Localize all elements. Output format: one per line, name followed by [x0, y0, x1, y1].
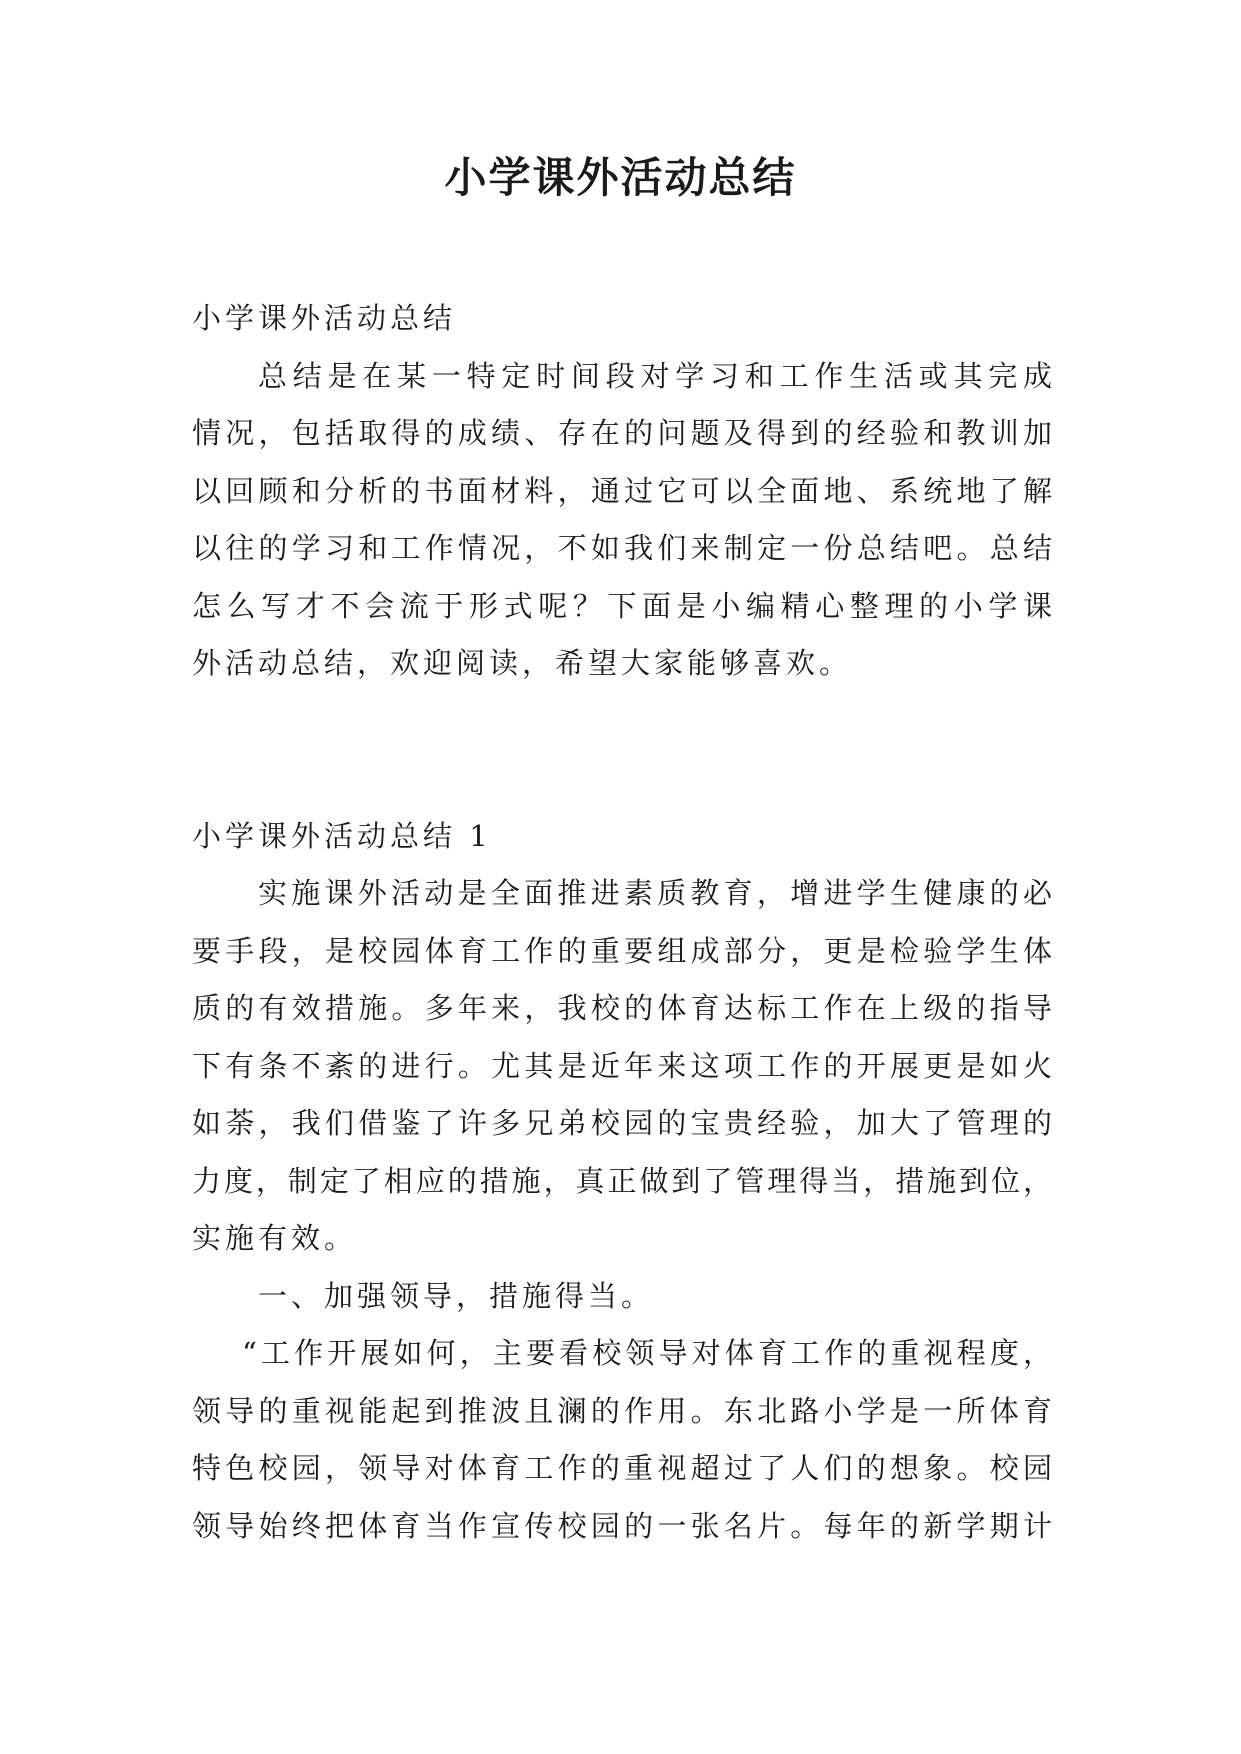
- intro-heading: 小学课外活动总结: [192, 301, 457, 335]
- paragraph-line: 情况，包括取得的成绩、存在的问题及得到的经验和教训加: [192, 416, 1052, 450]
- paragraph-line: 力度，制定了相应的措施，真正做到了管理得当，措施到位，: [192, 1163, 1052, 1198]
- paragraph-line: “工作开展如何，主要看校领导对体育工作的重视程度，: [242, 1336, 1052, 1370]
- paragraph-line: 实施课外活动是全面推进素质教育，增进学生健康的必: [258, 876, 1052, 910]
- paragraph-line: 以回顾和分析的书面材料，通过它可以全面地、系统地了解: [192, 473, 1052, 508]
- paragraph-line: 领导的重视能起到推波且澜的作用。东北路小学是一所体育: [192, 1393, 1052, 1428]
- intro-paragraph: [192, 348, 1052, 693]
- paragraph-line: 外活动总结，欢迎阅读，希望大家能够喜欢。: [192, 646, 853, 680]
- paragraph-line: 实施有效。: [192, 1221, 358, 1255]
- paragraph-line: 下有条不紊的进行。尤其是近年来这项工作的开展更是如火: [192, 1048, 1052, 1083]
- paragraph-line: 质的有效措施。多年来，我校的体育达标工作在上级的指导: [192, 991, 1052, 1025]
- paragraph-line: 特色校园，领导对体育工作的重视超过了人们的想象。校园: [192, 1451, 1052, 1485]
- paragraph-line: 领导始终把体育当作宣传校园的一张名片。每年的新学期计: [192, 1508, 1052, 1543]
- paragraph-line: 如荼，我们借鉴了许多兄弟校园的宝贵经验，加大了管理的: [192, 1106, 1052, 1140]
- section-heading: 小学课外活动总结 1: [192, 818, 492, 853]
- section1-paragraph: [192, 865, 1052, 1268]
- paragraph-line: 怎么写才不会流于形式呢？下面是小编精心整理的小学课: [192, 588, 1052, 623]
- point1-paragraph: [192, 1325, 1052, 1555]
- document-title: 小学课外活动总结: [444, 153, 797, 202]
- paragraph-line: 要手段，是校园体育工作的重要组成部分，更是检验学生体: [192, 933, 1052, 968]
- document-body: [192, 290, 1052, 1555]
- paragraph-line: 以往的学习和工作情况，不如我们来制定一份总结吧。总结: [192, 531, 1052, 565]
- paragraph-line: 总结是在某一特定时间段对学习和工作生活或其完成: [258, 358, 1052, 393]
- point-heading: 一、加强领导，措施得当。: [258, 1278, 655, 1313]
